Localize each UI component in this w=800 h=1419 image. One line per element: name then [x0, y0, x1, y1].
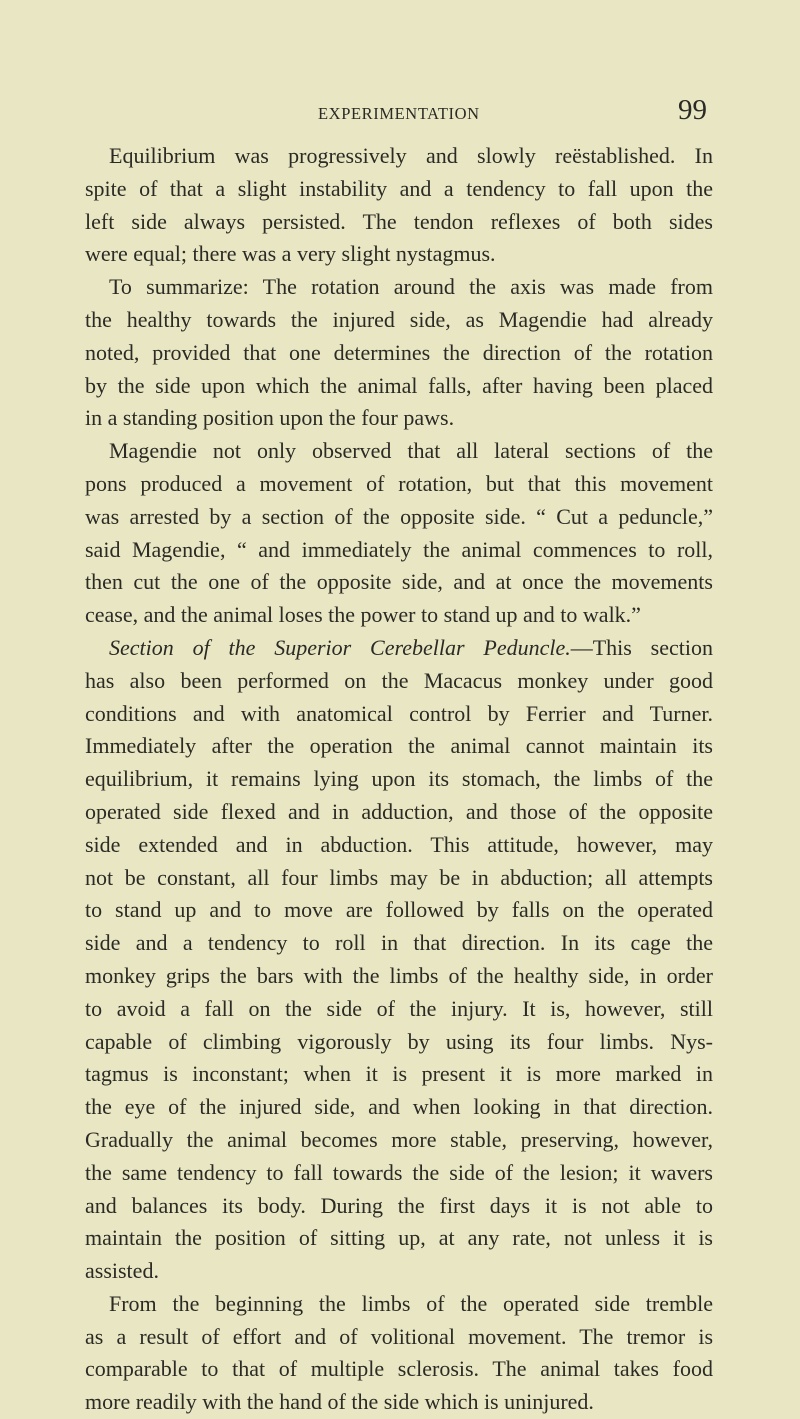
text-line: pons produced a movement of rotation, but that this movement [85, 470, 713, 496]
text-line: by the side upon which the animal falls, after having been placed [85, 372, 713, 398]
text-line: Immediately after the operation the animal cannot maintain its [85, 733, 713, 759]
text-line: Magendie not only observed that all lateral sections of the [109, 438, 713, 464]
text-line: not be constant, all four limbs may be in abduction; all attempts [85, 864, 713, 890]
text-line: monkey grips the bars with the limbs of the healthy side, in order [85, 962, 713, 988]
section-heading-continuation: —This section [570, 634, 713, 660]
text-line: side and a tendency to roll in that direction. In its cage the [85, 930, 713, 956]
text-line: Equilibrium was progressively and slowly reëstablished. In [109, 143, 713, 168]
text-line: then cut the one of the opposite side, and at once the movements [85, 569, 713, 595]
text-line: and balances its body. During the first days it is not able to [85, 1192, 713, 1218]
text-line: equilibrium, it remains lying upon its stomach, the limbs of the [85, 766, 713, 792]
running-head [0, 96, 800, 136]
text-line: conditions and with anatomical control by Ferrier and Turner. [85, 700, 713, 726]
text-line: as a result of effort and of volitional movement. The tremor is [85, 1323, 713, 1349]
text-line: in a standing position upon the four paws. [85, 405, 455, 431]
text-line: assisted. [85, 1258, 159, 1284]
section-heading: Section of the Superior Cerebellar Peduncle. [109, 634, 571, 660]
text-line: spite of that a slight instability and a tendency to fall upon the [85, 175, 713, 201]
running-head-title: EXPERIMENTATION [318, 104, 480, 123]
text-line: to avoid a fall on the side of the injury. It is, however, still [85, 995, 713, 1021]
text-line: were equal; there was a very slight nystagmus. [85, 241, 496, 267]
text-line: cease, and the animal loses the power to stand up and to walk.” [85, 602, 641, 628]
text-line: to stand up and to move are followed by falls on the operated [85, 897, 713, 923]
text-line: said Magendie, “ and immediately the animal commences to roll, [85, 536, 713, 562]
text-line: was arrested by a section of the opposite side. “ Cut a peduncle,” [85, 503, 713, 529]
text-line: tagmus is inconstant; when it is present it is more marked in [85, 1061, 713, 1087]
text-line: operated side flexed and in adduction, and those of the opposite [85, 798, 713, 824]
text-line: the eye of the injured side, and when looking in that direction. [85, 1094, 713, 1120]
body-text [85, 140, 713, 1419]
text-line: maintain the position of sitting up, at any rate, not unless it is [85, 1225, 713, 1251]
text-line: To summarize: The rotation around the axis was made from [109, 274, 713, 300]
text-line: more readily with the hand of the side which is uninjured. [85, 1389, 594, 1415]
text-line: comparable to that of multiple sclerosis. The animal takes food [85, 1356, 713, 1382]
text-line: the healthy towards the injured side, as Magendie had already [85, 306, 713, 332]
text-line: capable of climbing vigorously by using its four limbs. Nys- [85, 1028, 713, 1054]
text-line: has also been performed on the Macacus monkey under good [85, 667, 713, 693]
page-number: 99 [678, 94, 707, 126]
text-line: the same tendency to fall towards the side of the lesion; it wavers [85, 1159, 713, 1185]
text-line: From the beginning the limbs of the operated side tremble [109, 1290, 713, 1316]
text-line: side extended and in abduction. This attitude, however, may [85, 831, 713, 857]
section-heading-line [85, 632, 713, 665]
text-line: left side always persisted. The tendon reflexes of both sides [85, 208, 713, 234]
text-line: Gradually the animal becomes more stable, preserving, however, [85, 1126, 713, 1152]
text-line: noted, provided that one determines the direction of the rotation [85, 339, 713, 365]
